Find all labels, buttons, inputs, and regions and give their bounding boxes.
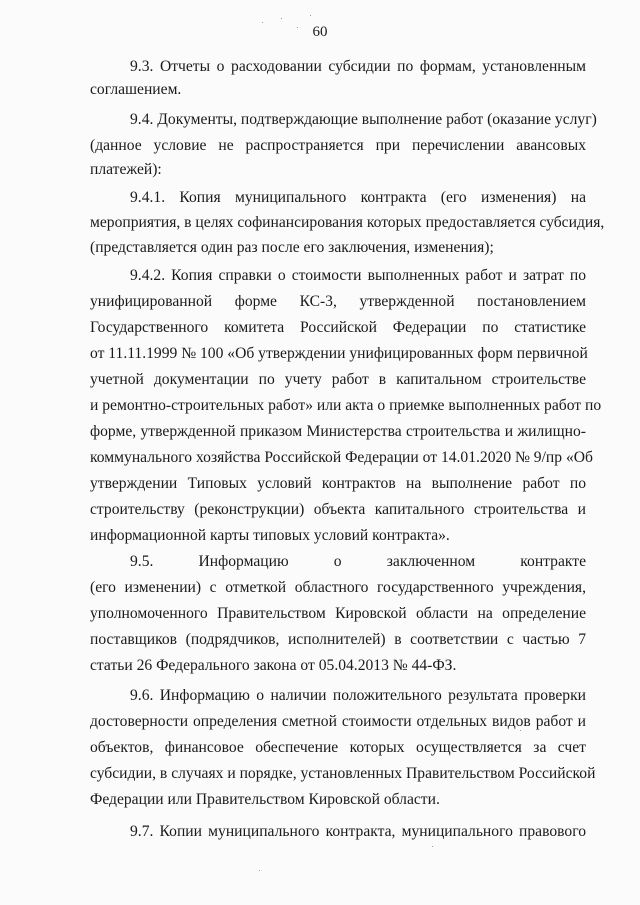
scan-speck (432, 846, 433, 847)
paragraph-line: соглашением. (90, 81, 182, 98)
paragraph-line: Федерации или Правительством Кировской области. (90, 791, 440, 808)
paragraph-first-line: 9.7. Копии муниципального контракта, муниципального правового (130, 823, 586, 840)
paragraph-first-line: 9.4. Документы, подтверждающие выполнение работ (оказание услуг) (130, 111, 597, 128)
paragraph-line: коммунального хозяйства Российской Федерации от 14.01.2020 № 9/пр «Об (90, 449, 593, 466)
paragraph-first-line: 9.6. Информацию о наличии положительного результата проверки (130, 687, 586, 704)
paragraph-line: утверждении Типовых условий контрактов на выполнение работ по (90, 475, 586, 492)
paragraph-line: уполномоченного Правительством Кировской области на определение (90, 605, 586, 622)
paragraph-first-line: 9.4.2. Копия справки о стоимости выполненных работ и затрат по (130, 267, 586, 284)
paragraph-line: мероприятия, в целях софинансирования которых предоставляется субсидия, (90, 214, 605, 231)
scan-speck (297, 27, 298, 28)
paragraph-first-line: 9.5. Информацию о заключенном контракте (130, 553, 586, 570)
paragraph-line: (представляется один раз после его заключения, изменения); (90, 239, 494, 256)
paragraph-line: форме, утвержденной приказом Министерства строительства и жилищно- (90, 423, 586, 440)
page-number: 60 (312, 24, 328, 40)
paragraph-line: поставщиков (подрядчиков, исполнителей) в соответствии с частью 7 (90, 631, 586, 648)
scan-speck (262, 22, 263, 23)
paragraph-line: строительству (реконструкции) объекта капитального строительства и (90, 501, 586, 518)
paragraph-line: учетной документации по учету работ в капитальном строительстве (90, 371, 586, 388)
paragraph-line: достоверности определения сметной стоимости отдельных видов работ и (90, 713, 586, 730)
scan-speck (281, 18, 282, 19)
paragraph-first-line: 9.4.1. Копия муниципального контракта (его изменения) на (130, 189, 586, 206)
paragraph-line: объектов, финансовое обеспечение которых осуществляется за счет (90, 739, 586, 756)
paragraph-line: платежей): (90, 161, 162, 178)
paragraph-line: статьи 26 Федерального закона от 05.04.2013 № 44-ФЗ. (90, 657, 457, 674)
scan-speck (520, 730, 521, 731)
paragraph-line: информационной карты типовых условий контракта». (90, 527, 450, 544)
paragraph-line: и ремонтно-строительных работ» или акта о приемке выполненных работ по (90, 397, 602, 414)
paragraph-line: (его изменении) с отметкой областного государственного учреждения, (90, 579, 586, 596)
paragraph-line: субсидии, в случаях и порядке, установленных Правительством Российской (90, 765, 596, 782)
scan-speck (259, 870, 260, 871)
paragraph-line: (данное условие не распространяется при перечислении авансовых (90, 137, 586, 154)
paragraph-first-line: 9.3. Отчеты о расходовании субсидии по формам, установленным (130, 58, 586, 75)
scan-speck (310, 15, 311, 16)
paragraph-line: от 11.11.1999 № 100 «Об утверждении унифицированных форм первичной (90, 345, 588, 362)
paragraph-line: унифицированной форме КС-3, утвержденной постановлением (90, 293, 586, 310)
paragraph-line: Государственного комитета Российской Федерации по статистике (90, 319, 586, 336)
